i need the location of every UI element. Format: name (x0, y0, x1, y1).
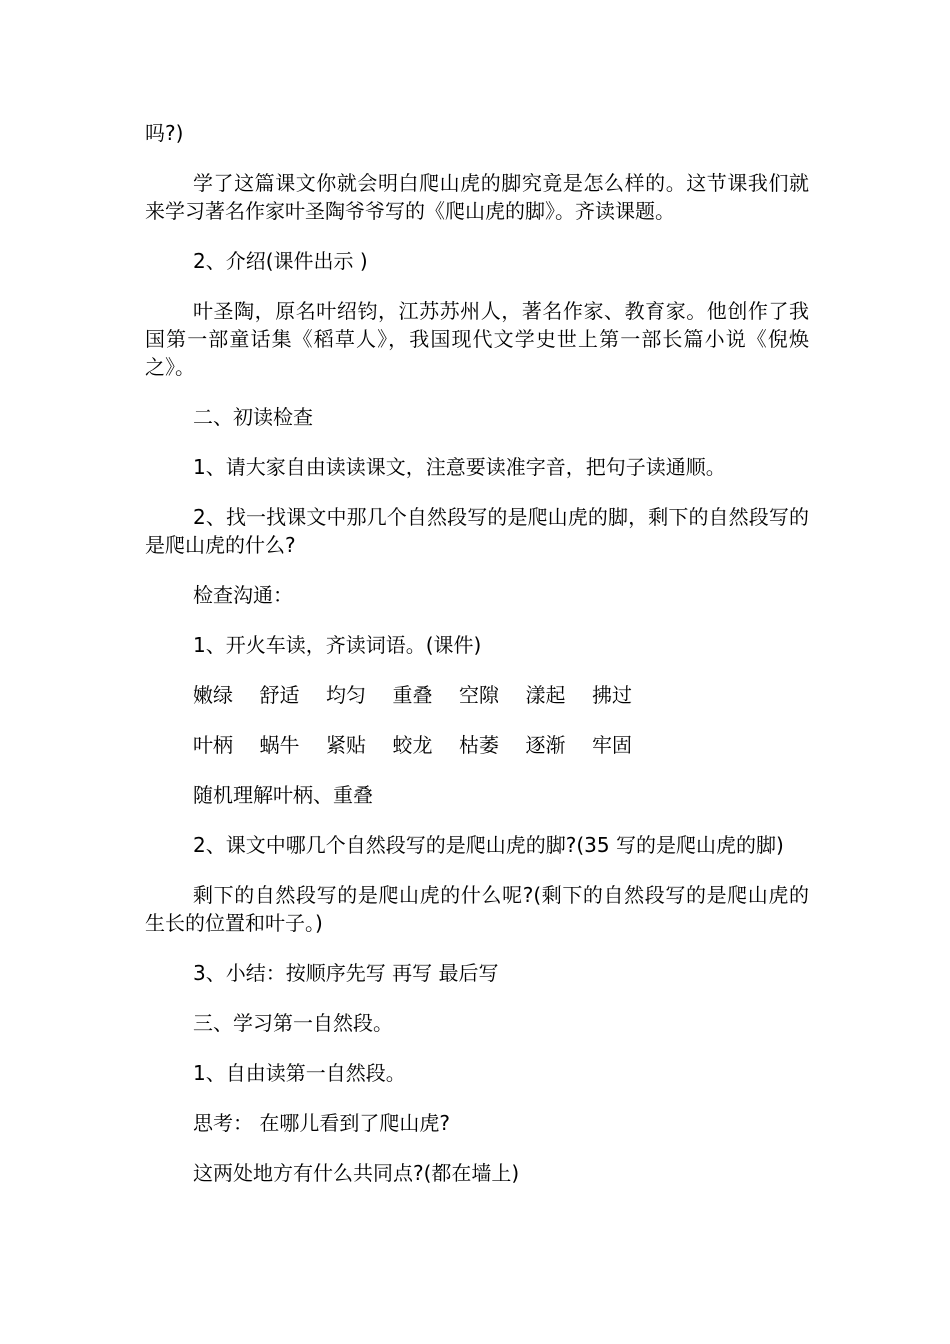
paragraph-check-label: 检查沟通： (193, 583, 293, 607)
paragraph-heading-introduce: 2、介绍(课件出示 ) (193, 249, 368, 273)
vocab-word: 紧贴 (326, 733, 366, 757)
vocab-word: 逐渐 (525, 733, 566, 757)
paragraph-question-feet: 2、课文中哪几个自然段写的是爬山虎的脚?(35 写的是爬山虎的脚) (193, 833, 784, 857)
paragraph-common-point: 这两处地方有什么共同点?(都在墙上) (193, 1161, 520, 1185)
paragraph-intro: 学了这篇课文你就会明白爬山虎的脚究竟是怎么样的。这节课我们就来学习著名作家叶圣陶爷爷写的《爬山虎的脚》。齐读课题。 (145, 171, 809, 223)
vocab-word: 重叠 (392, 683, 433, 707)
vocab-row-1 (193, 681, 809, 709)
vocab-word: 舒适 (259, 683, 300, 707)
paragraph-understanding: 随机理解叶柄、重叠 (193, 783, 373, 807)
paragraph-continuation: 吗?) (145, 121, 184, 145)
vocab-word: 牢固 (592, 733, 632, 757)
paragraph-vocab-instruction: 1、开火车读，齐读词语。(课件) (193, 633, 482, 657)
paragraph-question-remaining: 剩下的自然段写的是爬山虎的什么呢?(剩下的自然段写的是爬山虎的生长的位置和叶子。) (145, 883, 809, 935)
vocab-word: 叶柄 (193, 733, 233, 757)
paragraph-summary: 3、小结：按顺序先写 再写 最后写 (193, 961, 499, 985)
vocab-word: 蜗牛 (259, 733, 300, 757)
vocab-word: 漾起 (525, 683, 566, 707)
document-body (145, 119, 809, 1209)
vocab-word: 枯萎 (459, 733, 499, 757)
vocab-word: 拂过 (592, 683, 632, 707)
paragraph-step-2: 2、找一找课文中那几个自然段写的是爬山虎的脚，剩下的自然段写的是爬山虎的什么? (145, 505, 809, 557)
vocab-word: 均匀 (326, 683, 366, 707)
vocab-word: 嫩绿 (193, 683, 233, 707)
vocab-row-2 (193, 731, 809, 759)
vocab-word: 蛟龙 (392, 733, 433, 757)
paragraph-author-bio: 叶圣陶，原名叶绍钧，江苏苏州人，著名作家、教育家。他创作了我国第一部童话集《稻草人》，我国现代文学史世上第一部长篇小说《倪焕之》。 (145, 299, 809, 379)
paragraph-free-reading: 1、自由读第一自然段。 (193, 1061, 406, 1085)
paragraph-step-1: 1、请大家自由读读课文，注意要读准字音，把句子读通顺。 (193, 455, 726, 479)
vocab-word: 空隙 (459, 683, 499, 707)
section-heading-first-paragraph: 三、学习第一自然段。 (193, 1011, 393, 1035)
paragraph-think: 思考： 在哪儿看到了爬山虎? (193, 1111, 450, 1135)
section-heading-first-reading: 二、初读检查 (193, 405, 313, 429)
